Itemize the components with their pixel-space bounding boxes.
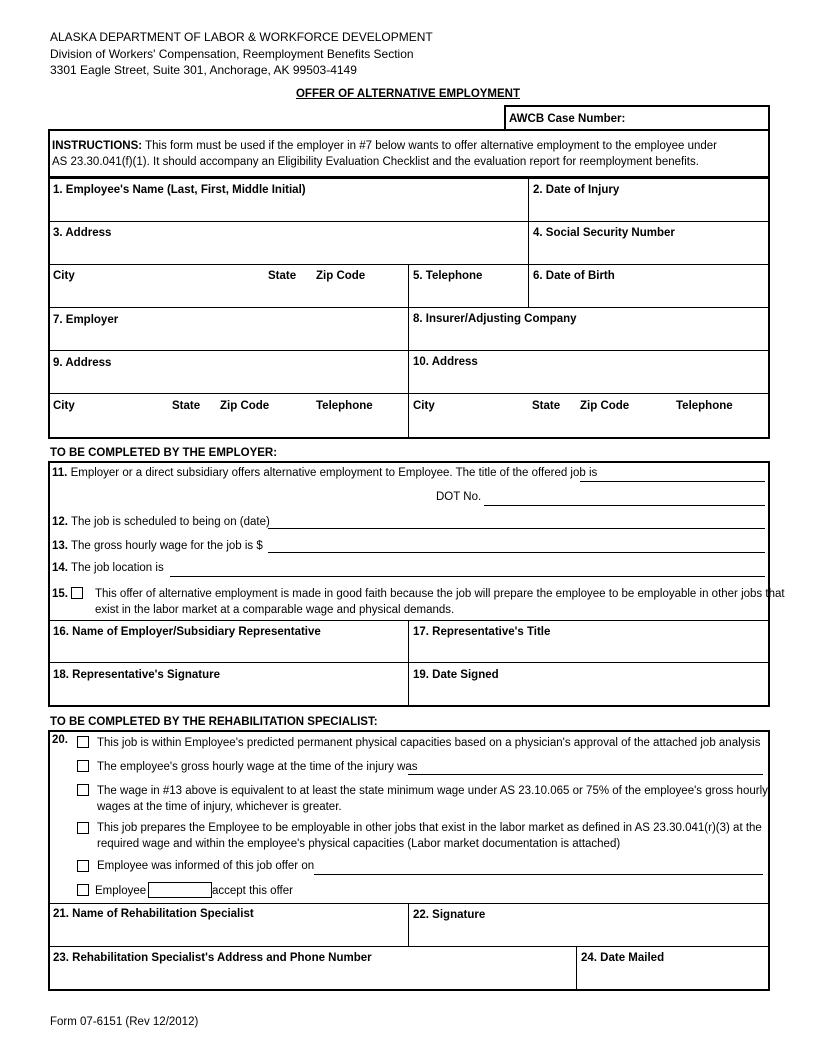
dot-number-input[interactable]	[484, 505, 765, 506]
insurer-zip-field[interactable]: Zip Code	[580, 400, 630, 412]
ssn-field[interactable]: 4. Social Security Number	[533, 227, 675, 239]
injury-wage-checkbox[interactable]	[77, 760, 89, 772]
item-11	[52, 466, 597, 480]
item-15-number: 15.	[52, 588, 68, 600]
employer-state-field[interactable]: State	[172, 400, 201, 412]
employee-city-field[interactable]: City	[53, 270, 75, 282]
agency-name: ALASKA DEPARTMENT OF LABOR & WORKFORCE DEVELOPMENT	[50, 30, 433, 44]
item-14	[52, 561, 164, 575]
labor-market-line2: required wage and within the employee's physical capacities (Labor market documentation is attached)	[97, 838, 621, 850]
dot-number-label: DOT No.	[436, 491, 482, 503]
item-15-line2: exist in the labor market at a comparable wage and physical demands.	[95, 604, 455, 616]
employer-zip-field[interactable]: Zip Code	[220, 400, 270, 412]
employee-telephone-field[interactable]: 5. Telephone	[413, 270, 483, 282]
case-number-label: AWCB Case Number:	[509, 113, 626, 125]
injury-wage-input[interactable]	[408, 774, 763, 775]
instructions-line2: AS 23.30.041(f)(1). It should accompany an Eligibility Evaluation Checklist and the evaluation report for reemployment benefits.	[52, 156, 699, 168]
employee-address-field[interactable]: 3. Address	[53, 227, 112, 239]
employer-city-field[interactable]: City	[53, 400, 75, 412]
item-12-text: The job is scheduled to being on (date)	[71, 516, 270, 528]
capacities-checkbox[interactable]	[77, 736, 89, 748]
form-title: OFFER OF ALTERNATIVE EMPLOYMENT	[295, 88, 521, 100]
item-15-line1: This offer of alternative employment is made in good faith because the job will prepare the employee to be employable in other jobs that	[95, 588, 785, 600]
specialist-address-field[interactable]: 23. Rehabilitation Specialist's Address and Phone Number	[53, 952, 372, 964]
item-14-text: The job location is	[71, 562, 164, 574]
employee-state-field[interactable]: State	[268, 270, 297, 282]
insurer-field[interactable]: 8. Insurer/Adjusting Company	[413, 313, 577, 325]
division-name: Division of Workers' Compensation, Reemployment Benefits Section	[50, 46, 414, 61]
informed-date-input[interactable]	[314, 874, 763, 875]
item-11-number: 11.	[52, 467, 68, 479]
date-signed-field[interactable]: 19. Date Signed	[413, 669, 499, 681]
good-faith-checkbox[interactable]	[71, 587, 83, 599]
employee-zip-field[interactable]: Zip Code	[316, 270, 366, 282]
representative-signature-field[interactable]: 18. Representative's Signature	[53, 669, 220, 681]
instructions-heading: INSTRUCTIONS:	[52, 140, 143, 152]
agency-address: 3301 Eagle Street, Suite 301, Anchorage, AK 99503-4149	[50, 63, 357, 77]
instructions-text1: This form must be used if the employer in #7 below wants to offer alternative employment to the employee under	[145, 140, 717, 152]
hourly-wage-input[interactable]	[268, 552, 765, 553]
labor-market-checkbox[interactable]	[77, 822, 89, 834]
minimum-wage-line1: The wage in #13 above is equivalent to at least the state minimum wage under AS 23.10.065 or 75% of the employee's gross hourly	[97, 785, 768, 797]
item-13-number: 13.	[52, 540, 68, 552]
insurer-state-field[interactable]: State	[532, 400, 561, 412]
instructions-line1	[52, 139, 717, 153]
insurer-telephone-field[interactable]: Telephone	[676, 400, 733, 412]
item-13	[52, 539, 263, 553]
insurer-city-field[interactable]: City	[413, 400, 435, 412]
instructions-box	[48, 129, 770, 178]
item-14-number: 14.	[52, 562, 68, 574]
accept-decline-input[interactable]	[148, 882, 212, 898]
item-20-number: 20.	[52, 734, 68, 746]
representative-name-field[interactable]: 16. Name of Employer/Subsidiary Representative	[53, 626, 321, 638]
injury-wage-text: The employee's gross hourly wage at the time of the injury was	[97, 761, 418, 773]
informed-text: Employee was informed of this job offer on	[97, 860, 315, 872]
date-of-injury-field[interactable]: 2. Date of Injury	[533, 184, 620, 196]
start-date-input[interactable]	[268, 528, 765, 529]
date-mailed-field[interactable]: 24. Date Mailed	[581, 952, 665, 964]
item-12-number: 12.	[52, 516, 68, 528]
employee-info-box	[48, 177, 770, 439]
specialist-name-field[interactable]: 21. Name of Rehabilitation Specialist	[53, 908, 254, 920]
accept-employee-label: Employee	[95, 885, 147, 897]
capacities-text: This job is within Employee's predicted permanent physical capacities based on a physician's approval of the attached job analysis	[97, 737, 761, 749]
employer-section-heading: TO BE COMPLETED BY THE EMPLOYER:	[50, 447, 278, 459]
accept-offer-text: accept this offer	[212, 885, 293, 897]
employer-address-field[interactable]: 9. Address	[53, 357, 112, 369]
specialist-signature-field[interactable]: 22. Signature	[413, 909, 486, 921]
labor-market-line1: This job prepares the Employee to be employable in other jobs that exist in the labor market as defined in AS 23.30.041(r)(3) at the	[97, 822, 762, 834]
item-13-text: The gross hourly wage for the job is $	[71, 540, 263, 552]
form-number: Form 07-6151 (Rev 12/2012)	[50, 1016, 199, 1028]
item-11-text: Employer or a direct subsidiary offers alternative employment to Employee. The title of the offered job is	[70, 467, 598, 479]
case-number-field[interactable]	[504, 105, 770, 131]
minimum-wage-line2: wages at the time of injury, whichever is greater.	[97, 801, 342, 813]
insurer-address-field[interactable]: 10. Address	[413, 356, 478, 368]
informed-checkbox[interactable]	[77, 860, 89, 872]
employer-field[interactable]: 7. Employer	[53, 314, 119, 326]
job-location-input[interactable]	[170, 576, 765, 577]
agency-header	[50, 29, 433, 79]
accept-checkbox[interactable]	[77, 884, 89, 896]
representative-title-field[interactable]: 17. Representative's Title	[413, 626, 551, 638]
specialist-section-heading: TO BE COMPLETED BY THE REHABILITATION SPECIALIST:	[50, 716, 378, 728]
employee-name-field[interactable]: 1. Employee's Name (Last, First, Middle Initial)	[53, 184, 306, 196]
item-12	[52, 515, 270, 529]
employer-telephone-field[interactable]: Telephone	[316, 400, 373, 412]
date-of-birth-field[interactable]: 6. Date of Birth	[533, 270, 615, 282]
minimum-wage-checkbox[interactable]	[77, 784, 89, 796]
job-title-input[interactable]	[580, 481, 765, 482]
